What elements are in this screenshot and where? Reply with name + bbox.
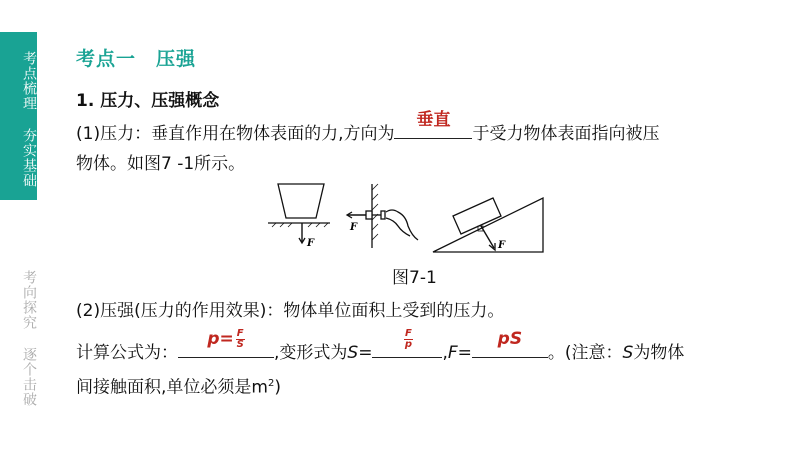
line3-text: 间接触面积,单位必须是m	[76, 377, 268, 398]
comma: ,	[442, 343, 448, 363]
answer-formula	[178, 323, 274, 355]
eq-sign-1: =	[358, 343, 373, 363]
answer-formula-numerator: F	[236, 327, 244, 339]
section-title: 考点一 压强	[76, 48, 197, 70]
answer-s-fraction	[404, 329, 413, 350]
figure-block-on-incline	[433, 198, 543, 252]
item2-line2	[76, 327, 685, 369]
item1-line2: 物体。如图7 -1所示。	[76, 154, 246, 174]
sidebar-tab-inactive-label: 考向探究 逐个击破	[21, 269, 37, 407]
figure-container-on-table	[268, 184, 330, 243]
sidebar-tab-inactive[interactable]	[0, 250, 37, 420]
blank-f	[472, 329, 548, 358]
answer-f: pS	[497, 329, 523, 349]
item1-suffix: 于受力物体表面指向被压	[472, 124, 660, 144]
blank-s	[372, 327, 442, 358]
item2-line1: (2)压强(压力的作用效果)：物体单位面积上受到的压力。	[76, 301, 505, 321]
answer-s-denominator: p	[404, 338, 413, 350]
force-label-3: F	[498, 240, 506, 251]
figure-caption: 图7-1	[392, 268, 437, 288]
note-suffix: 为物体	[633, 343, 685, 363]
answer-s	[372, 323, 442, 355]
eq-sign-2: =	[457, 343, 472, 363]
line3-end: )	[274, 377, 281, 398]
answer-s-numerator: F	[405, 327, 412, 339]
f-var: F	[447, 343, 458, 363]
note-var: S	[622, 343, 634, 363]
item1-prefix: (1)压力：垂直作用在物体表面的力,方向为	[76, 124, 395, 144]
figure-7-1	[268, 178, 558, 258]
s-var: S	[347, 343, 359, 363]
blank-direction	[394, 110, 472, 139]
sidebar-tab-active[interactable]	[0, 32, 37, 200]
answer-direction: 垂直	[416, 110, 451, 130]
subhead: 1. 压力、压强概念	[76, 91, 220, 111]
figure-thumbtack-wall	[347, 184, 418, 248]
blank-formula	[178, 327, 274, 358]
line3-sup: 2	[267, 378, 275, 389]
note-prefix: 。(注意：	[547, 343, 623, 363]
force-label-2: F	[350, 222, 358, 233]
answer-formula-fraction	[236, 329, 245, 350]
variant-text: ,变形式为	[274, 343, 348, 363]
sidebar-tab-active-label: 考点梳理 夯实基础	[21, 50, 37, 188]
formula-prefix: 计算公式为：	[76, 343, 178, 363]
answer-formula-lhs: p=	[207, 329, 234, 349]
force-label-1: F	[307, 238, 315, 249]
item1-line1	[76, 110, 660, 150]
item2-line3	[76, 368, 281, 404]
answer-formula-denominator: S	[236, 338, 244, 350]
